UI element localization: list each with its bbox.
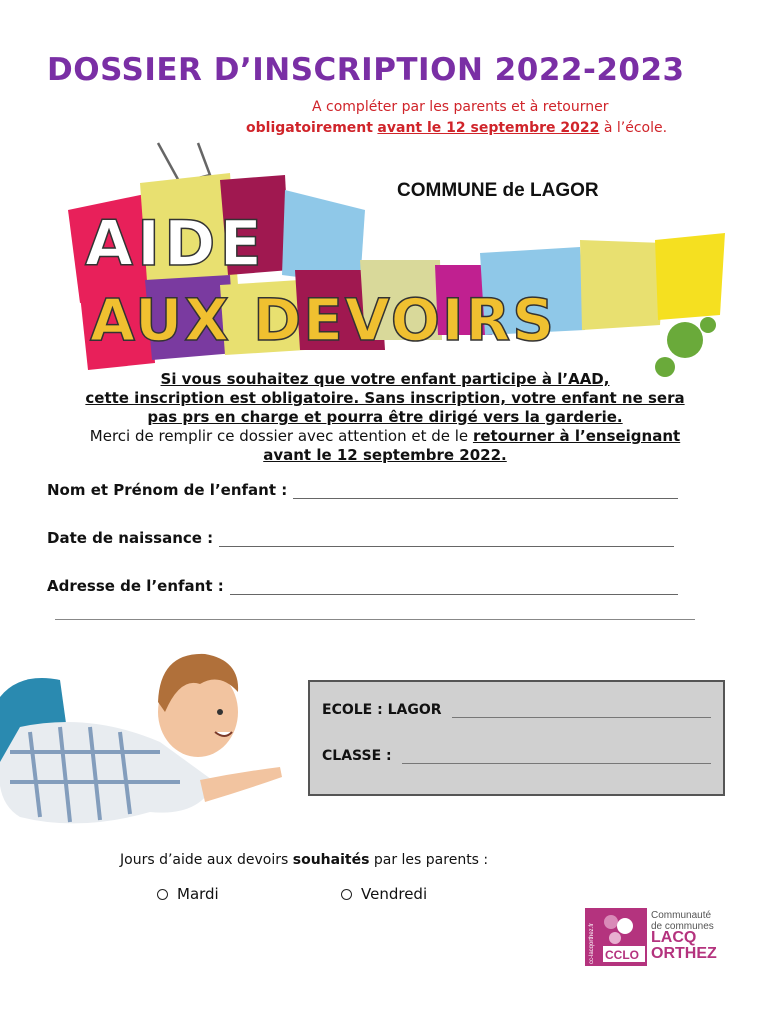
option-vendredi[interactable] [341,885,427,903]
notice-line-5: avant le 12 septembre 2022. [263,446,507,464]
child-name-label: Nom et Prénom de l’enfant : [47,481,288,499]
days-question [120,852,488,868]
cclo-badge [585,908,647,966]
option-vendredi-label: Vendredi [361,885,428,903]
school-row [322,702,711,718]
instructions-bold: obligatoirement [246,120,373,136]
aide-aux-devoirs-logo [60,135,730,380]
days-prefix: Jours d’aide aux devoirs [120,852,293,868]
cclo-line-2: de communes [651,921,714,932]
birth-date-field [47,529,674,547]
days-suffix: par les parents : [369,852,489,868]
school-info-box [308,680,725,796]
address-field [47,577,678,595]
cclo-side-url: cc-lacqorthez.fr [589,922,595,964]
cclo-name [651,930,717,962]
class-label: CLASSE : [322,748,392,764]
logo-word-aide: AIDE [85,207,266,280]
child-name-field [47,481,678,499]
cclo-line-1: Communauté [651,910,712,921]
instructions-end: à l’école. [599,120,668,136]
instructions-line-1: A compléter par les parents et à retourner [312,99,609,115]
notice-line-4-plain: Merci de remplir ce dossier avec attention et de le [89,427,473,445]
instructions-deadline: avant le 12 septembre 2022 [377,120,600,136]
instructions-line-2 [0,120,770,136]
cclo-big-2: ORTHEZ [651,945,717,962]
option-mardi[interactable] [157,885,219,903]
notice-line-2: cette inscription est obligatoire. Sans inscription, votre enfant ne sera [85,389,685,407]
address-input[interactable] [230,581,678,595]
commune-heading: COMMUNE de LAGOR [397,180,599,201]
school-input[interactable] [452,706,712,718]
school-label: ECOLE : LAGOR [322,702,442,718]
radio-icon[interactable] [341,889,352,900]
radio-icon[interactable] [157,889,168,900]
cclo-big-1: LACQ [651,929,697,946]
cclo-circles-icon [585,908,647,966]
notice [40,370,730,465]
running-boy-illustration [0,632,300,842]
notice-line-4 [40,427,730,446]
child-name-input[interactable] [293,485,678,499]
notice-line-3: pas prs en charge et pourra être dirigé vers la garderie. [147,408,623,426]
address-input-line-2[interactable] [55,619,695,620]
class-input[interactable] [402,752,711,764]
notice-line-1: Si vous souhaitez que votre enfant participe à l’AAD, [160,370,610,388]
cclo-logo [585,906,725,966]
birth-date-label: Date de naissance : [47,529,214,547]
birth-date-input[interactable] [219,533,674,547]
option-mardi-label: Mardi [177,885,219,903]
notice-line-4-underlined: retourner à l’enseignant [472,427,681,445]
cclo-badge-text: CCLO [605,948,639,962]
days-bold: souhaités [292,852,370,868]
page-title: DOSSIER D’INSCRIPTION 2022-2023 [47,52,685,88]
class-row [322,748,711,764]
address-label: Adresse de l’enfant : [47,577,224,595]
logo-word-aux-devoirs: AUX DEVOIRS [90,286,557,354]
